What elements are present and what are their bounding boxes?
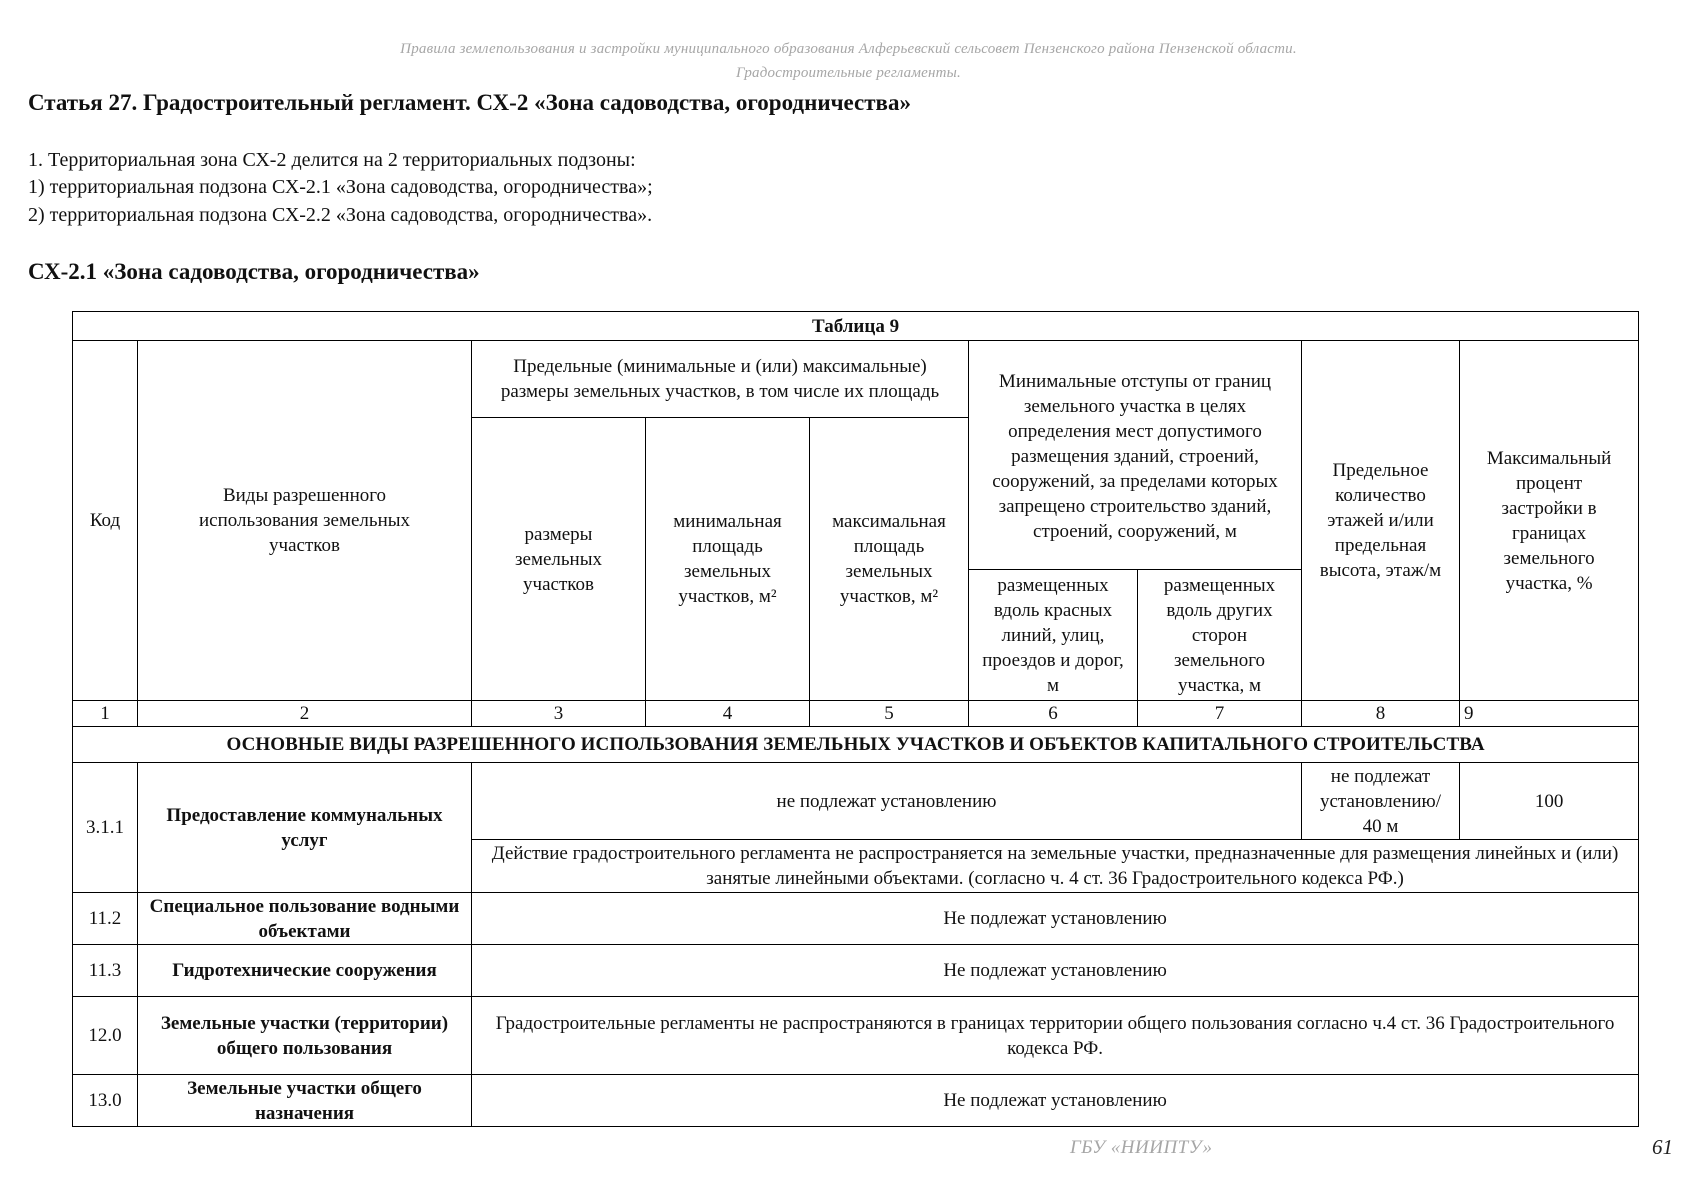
row-coverage: 100 xyxy=(1460,763,1639,840)
table-label-row xyxy=(73,312,1639,341)
row-use-name: Земельные участки (территории) общего пользования xyxy=(138,997,472,1075)
header-min-area: минимальная площадь земельных участков, м² xyxy=(646,418,810,701)
row-code: 12.0 xyxy=(73,997,138,1075)
header-code: Код xyxy=(73,341,138,701)
table-row xyxy=(73,997,1639,1075)
row-note: Действие градостроительного регламента не распространяется на земельные участки, предназначенные для размещения линейных и (или) занятые линейными объектами. (согласно ч. 4 ст. 36 Градостроительного кодекса РФ.) xyxy=(472,840,1639,893)
row-code: 11.3 xyxy=(73,945,138,997)
footer-organization: ГБУ «НИИПТУ» xyxy=(1070,1137,1213,1158)
column-number: 4 xyxy=(646,701,810,727)
header-setbacks: Минимальные отступы от границ земельного участка в целях определения мест допустимого размещения зданий, строений, сооружений, за пределами которых запрещено строительство зданий, строений, сооружений, м xyxy=(969,341,1302,570)
header-plot-sizes: размеры земельных участков xyxy=(472,418,646,701)
row-use-name: Специальное пользование водными объектами xyxy=(138,893,472,945)
row-value: Не подлежат установлению xyxy=(472,893,1639,945)
table-row xyxy=(73,1075,1639,1127)
section-row xyxy=(73,727,1639,763)
running-header-line-1: Правила землепользования и застройки муниципального образования Алферьевский сельсовет Пензенского района Пензенской области. xyxy=(400,41,1297,57)
header-setback-other: размещенных вдоль других сторон земельного участка, м xyxy=(1138,570,1302,701)
row-value: Не подлежат установлению xyxy=(472,1075,1639,1127)
row-floors: не подлежат установлению/ 40 м xyxy=(1302,763,1460,840)
row-use-name: Земельные участки общего назначения xyxy=(138,1075,472,1127)
row-use-name: Гидротехнические сооружения xyxy=(138,945,472,997)
header-floors: Предельное количество этажей и/или предельная высота, этаж/м xyxy=(1302,341,1460,701)
column-number: 3 xyxy=(472,701,646,727)
column-number: 5 xyxy=(810,701,969,727)
row-value: Градостроительные регламенты не распространяются в границах территории общего пользования согласно ч.4 ст. 36 Градостроительного кодекса РФ. xyxy=(472,997,1639,1075)
row-use-name: Предоставление коммунальных услуг xyxy=(138,763,472,893)
row-code: 3.1.1 xyxy=(73,763,138,893)
section-title: ОСНОВНЫЕ ВИДЫ РАЗРЕШЕННОГО ИСПОЛЬЗОВАНИЯ ЗЕМЕЛЬНЫХ УЧАСТКОВ И ОБЪЕКТОВ КАПИТАЛЬНОГО СТРОИТЕЛЬСТВА xyxy=(73,727,1639,763)
header-setback-red-lines: размещенных вдоль красных линий, улиц, проездов и дорог, м xyxy=(969,570,1138,701)
intro-paragraph: 1. Территориальная зона СХ-2 делится на 2 территориальных подзоны: xyxy=(28,149,636,171)
header-max-coverage: Максимальный процент застройки в границах земельного участка, % xyxy=(1460,341,1639,701)
column-number: 1 xyxy=(73,701,138,727)
column-number: 6 xyxy=(969,701,1138,727)
page-number: 61 xyxy=(1652,1135,1673,1159)
running-header-line-2: Градостроительные регламенты. xyxy=(736,65,961,81)
column-number: 2 xyxy=(138,701,472,727)
column-number: 7 xyxy=(1138,701,1302,727)
row-code: 13.0 xyxy=(73,1075,138,1127)
row-code: 11.2 xyxy=(73,893,138,945)
table-row xyxy=(73,763,1639,840)
column-number-row xyxy=(73,701,1639,727)
intro-list-item: 2) территориальная подзона СХ-2.2 «Зона садоводства, огородничества». xyxy=(28,204,653,226)
column-number: 9 xyxy=(1460,701,1639,727)
header-max-area: максимальная площадь земельных участков, м² xyxy=(810,418,969,701)
table-label: Таблица 9 xyxy=(73,312,1639,341)
intro-list-item: 1) территориальная подзона СХ-2.1 «Зона садоводства, огородничества»; xyxy=(28,176,653,198)
header-row xyxy=(73,341,1639,418)
row-value: Не подлежат установлению xyxy=(472,945,1639,997)
header-use-types: Виды разрешенного использования земельных участков xyxy=(138,341,472,701)
regulation-table xyxy=(72,311,1639,1127)
row-value: не подлежат установлению xyxy=(472,763,1302,840)
table-row xyxy=(73,945,1639,997)
subzone-heading: СХ-2.1 «Зона садоводства, огородничества» xyxy=(28,259,480,284)
header-plot-limits: Предельные (минимальные и (или) максимальные) размеры земельных участков, в том числе их площадь xyxy=(472,341,969,418)
article-title: Статья 27. Градостроительный регламент. СХ-2 «Зона садоводства, огородничества» xyxy=(28,90,911,115)
column-number: 8 xyxy=(1302,701,1460,727)
table-row xyxy=(73,893,1639,945)
